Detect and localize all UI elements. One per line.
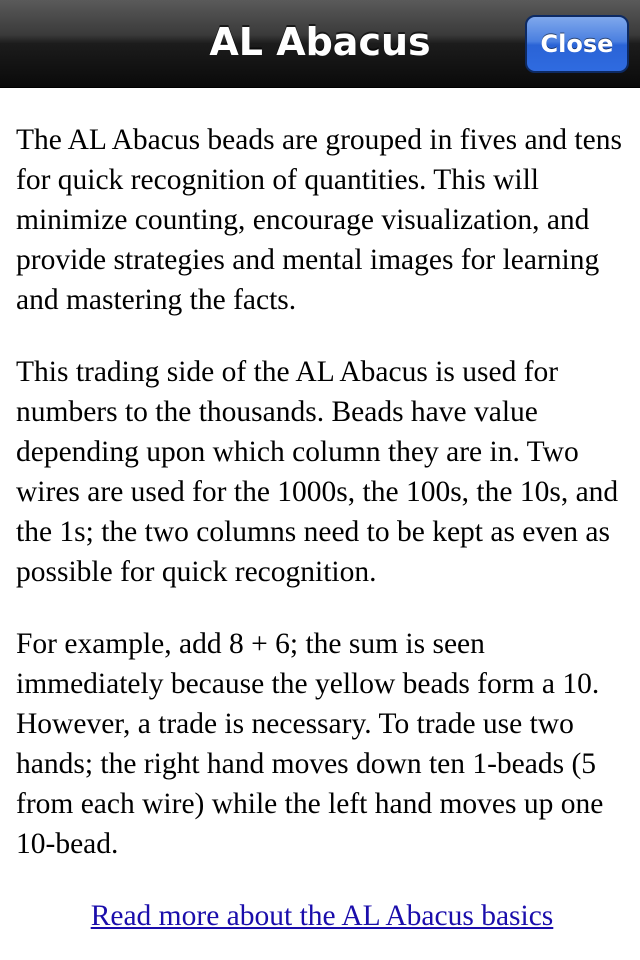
paragraph-example: For example, add 8 + 6; the sum is seen immediately because the yellow beads form a 10. However, a trade is necessary. To trade use two hands; the right hand moves down ten 1-beads (5 from each wire) while the left hand moves up one 10-bead.: [16, 628, 604, 860]
paragraph-trading-side: This trading side of the AL Abacus is used for numbers to the thousands. Beads have value depending upon which column they are in. Two wires are used for the 1000s, the 100s, the 10s, and the 1s; the two columns need to be kept as even as possible for quick recognition.: [16, 356, 619, 588]
close-button[interactable]: Close: [525, 15, 629, 73]
page-title: AL Abacus: [209, 20, 431, 64]
paragraph-intro: The AL Abacus beads are grouped in fives and tens for quick recognition of quantities. This will minimize counting, encourage visualization, and provide strategies and mental images for learning and mastering the facts.: [16, 124, 622, 316]
read-more-link[interactable]: Read more about the AL Abacus basics: [90, 900, 554, 932]
navigation-bar: [0, 0, 640, 88]
content-area: [16, 120, 628, 936]
